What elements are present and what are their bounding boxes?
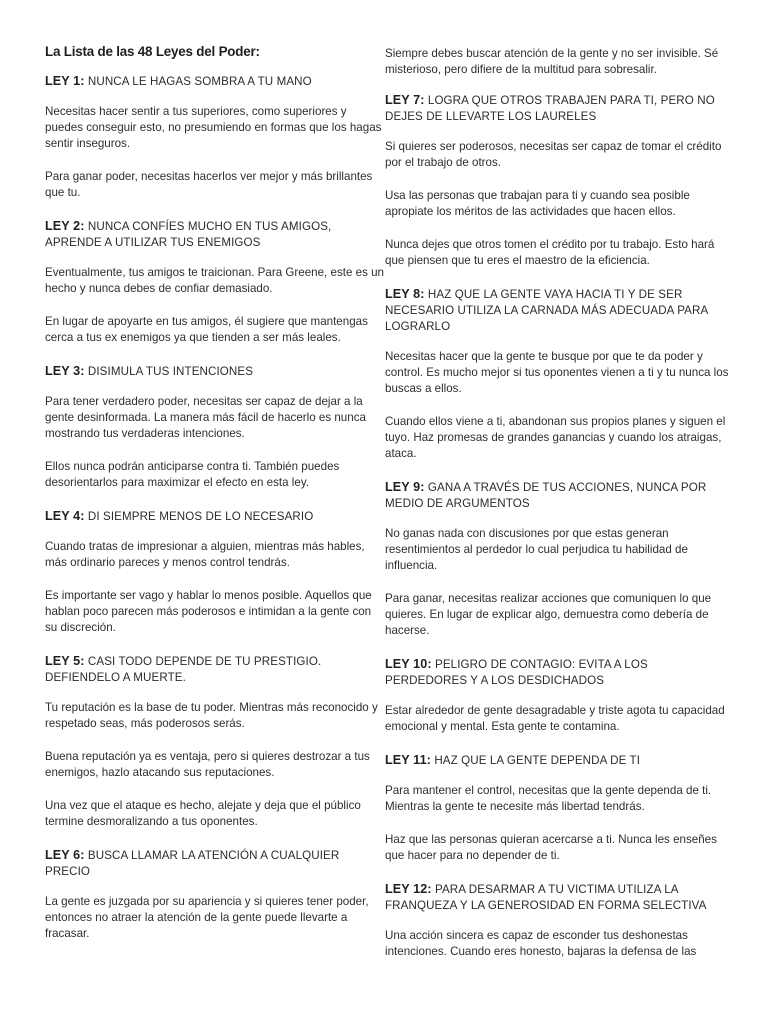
law-paragraph: Cuando tratas de impresionar a alguien, mientras más hables, más ordinario pareces y menos control tendrás. [45,540,365,569]
law-paragraph: Si quieres ser poderosos, necesitas ser capaz de tomar el crédito por el trabajo de otros. [385,140,722,169]
law-paragraph: Es importante ser vago y hablar lo menos posible. Aquellos que hablan poco parecen más poderosos e intimidan a la gente con su discreción. [45,589,372,634]
law-section [45,847,385,942]
law-number: LEY 10: [385,657,432,671]
law-paragraph: Una vez que el ataque es hecho, alejate y deja que el público termine desmoralizando a tus oponentes. [45,799,361,828]
law-title: LOGRA QUE OTROS TRABAJEN PARA TI, PERO NO DEJES DE LLEVARTE LOS LAURELES [385,94,715,123]
law-title: HAZ QUE LA GENTE DEPENDA DE TI [434,754,641,767]
law-section [45,218,385,346]
document-title: La Lista de las 48 Leyes del Poder: [45,44,260,59]
law-section [385,92,730,269]
law-paragraph: Para ganar poder, necesitas hacerlos ver mejor y más brillantes que tu. [45,170,373,199]
law-paragraph: Buena reputación ya es ventaja, pero si quieres destrozar a tus enemigos, hazlo atacando sus reputaciones. [45,750,370,779]
law-number: LEY 8: [385,287,425,301]
law-heading [385,92,730,125]
law-section [385,881,730,960]
law-title: GANA A TRAVÉS DE TUS ACCIONES, NUNCA POR MEDIO DE ARGUMENTOS [385,481,707,510]
law-section [385,479,730,639]
law-paragraph: Haz que las personas quieran acercarse a ti. Nunca les enseñes que hacer para no depender de ti. [385,833,717,862]
law-heading [45,218,385,251]
law-paragraph: Para tener verdadero poder, necesitas ser capaz de dejar a la gente desinformada. La manera más fácil de hacerlo es nunca mostrando tus verdaderas intenciones. [45,395,366,440]
law-paragraph: Una acción sincera es capaz de esconder tus deshonestas intenciones. Cuando eres honesto, bajaras la defensa de las [385,929,697,958]
law-number: LEY 11: [385,753,431,767]
law-paragraph: Eventualmente, tus amigos te traicionan. Para Greene, este es un hecho y nunca debes de confiar demasiado. [45,266,384,295]
law-number: LEY 3: [45,364,85,378]
left-column [45,44,385,959]
law-section [385,752,730,864]
law-title: NUNCA LE HAGAS SOMBRA A TU MANO [87,75,312,88]
law-paragraph: Estar alrededor de gente desagradable y triste agota tu capacidad emocional y mental. Esta gente te contamina. [385,704,725,733]
law-title: HAZ QUE LA GENTE VAYA HACIA TI Y DE SER NECESARIO UTILIZA LA CARNADA MÁS ADECUADA PARA LOGRARLO [385,288,708,333]
law-paragraph: Necesitas hacer que la gente te busque por que te da poder y control. Es mucho mejor si tus oponentes vienen a ti y tu nunca los buscas a ellos. [385,350,729,395]
law-paragraph: Tu reputación es la base de tu poder. Mientras más reconocido y respetado seas, más poderosos serás. [45,701,378,730]
law-section [385,656,730,735]
law-section [45,363,385,491]
law-paragraph: Para mantener el control, necesitas que la gente dependa de ti. Mientras la gente te necesite más libertad tendrás. [385,784,712,813]
law-heading [385,286,730,335]
law-section [385,286,730,462]
law-heading [385,752,730,769]
law-paragraph: Ellos nunca podrán anticiparse contra ti. También puedes desorientarlos para maximizar el efecto en esta ley. [45,460,340,489]
law-paragraph: Cuando ellos viene a ti, abandonan sus propios planes y siguen el tuyo. Haz promesas de grandes ganancias y cuando los atraigas, ataca. [385,415,726,460]
law-heading [45,508,385,525]
law-section [45,73,385,201]
law-paragraph: Nunca dejes que otros tomen el crédito por tu trabajo. Esto hará que piensen que tu eres el maestro de la eficiencia. [385,238,715,267]
law-title: BUSCA LLAMAR LA ATENCIÓN A CUALQUIER PRECIO [45,849,340,878]
law-heading [385,656,730,689]
law-number: LEY 12: [385,882,432,896]
law-heading [45,363,385,380]
law-title: NUNCA CONFÍES MUCHO EN TUS AMIGOS, APRENDE A UTILIZAR TUS ENEMIGOS [45,220,332,249]
law-heading [385,881,730,914]
continuation-paragraph: Siempre debes buscar atención de la gente y no ser invisible. Sé misterioso, pero difiere de la multitud para sobresalir. [385,47,719,76]
law-title: PARA DESARMAR A TU VICTIMA UTILIZA LA FRANQUEZA Y LA GENEROSIDAD EN FORMA SELECTIVA [385,883,707,912]
law-paragraph: No ganas nada con discusiones por que estas generan resentimientos al perdedor lo cual perjudica tu habilidad de influencia. [385,527,688,572]
law-paragraph: En lugar de apoyarte en tus amigos, él sugiere que mantengas cerca a tus ex enemigos ya que tienden a ser más leales. [45,315,368,344]
right-laws [385,92,730,960]
law-number: LEY 9: [385,480,425,494]
law-heading [385,479,730,512]
law-paragraph: Usa las personas que trabajan para ti y cuando sea posible apropiate los méritos de las actividades que hacen ellos. [385,189,690,218]
law-paragraph: La gente es juzgada por su apariencia y si quieres tener poder, entonces no atraer la atención de la gente puede llevarte a fracasar. [45,895,369,940]
law-number: LEY 2: [45,219,85,233]
law-paragraph: Necesitas hacer sentir a tus superiores, como superiores y puedes conseguir esto, no presumiendo en formas que los hagas sentir inseguros. [45,105,382,150]
law-heading [45,73,385,90]
law-title: DI SIEMPRE MENOS DE LO NECESARIO [87,510,314,523]
left-laws [45,73,385,942]
right-column [385,46,730,977]
law-number: LEY 6: [45,848,85,862]
law-number: LEY 5: [45,654,85,668]
law-number: LEY 7: [385,93,425,107]
law-number: LEY 1: [45,74,85,88]
law-title: CASI TODO DEPENDE DE TU PRESTIGIO. DEFIENDELO A MUERTE. [45,655,322,684]
law-title: PELIGRO DE CONTAGIO: EVITA A LOS PERDEDORES Y A LOS DESDICHADOS [385,658,648,687]
law-heading [45,847,385,880]
law-number: LEY 4: [45,509,85,523]
law-heading [45,653,385,686]
law-paragraph: Para ganar, necesitas realizar acciones que comuniquen lo que quieres. En lugar de explicar algo, demuestra como debería de hacerse. [385,592,712,637]
law-title: DISIMULA TUS INTENCIONES [87,365,254,378]
law-section [45,653,385,830]
law-section [45,508,385,636]
right-intro [385,46,730,78]
